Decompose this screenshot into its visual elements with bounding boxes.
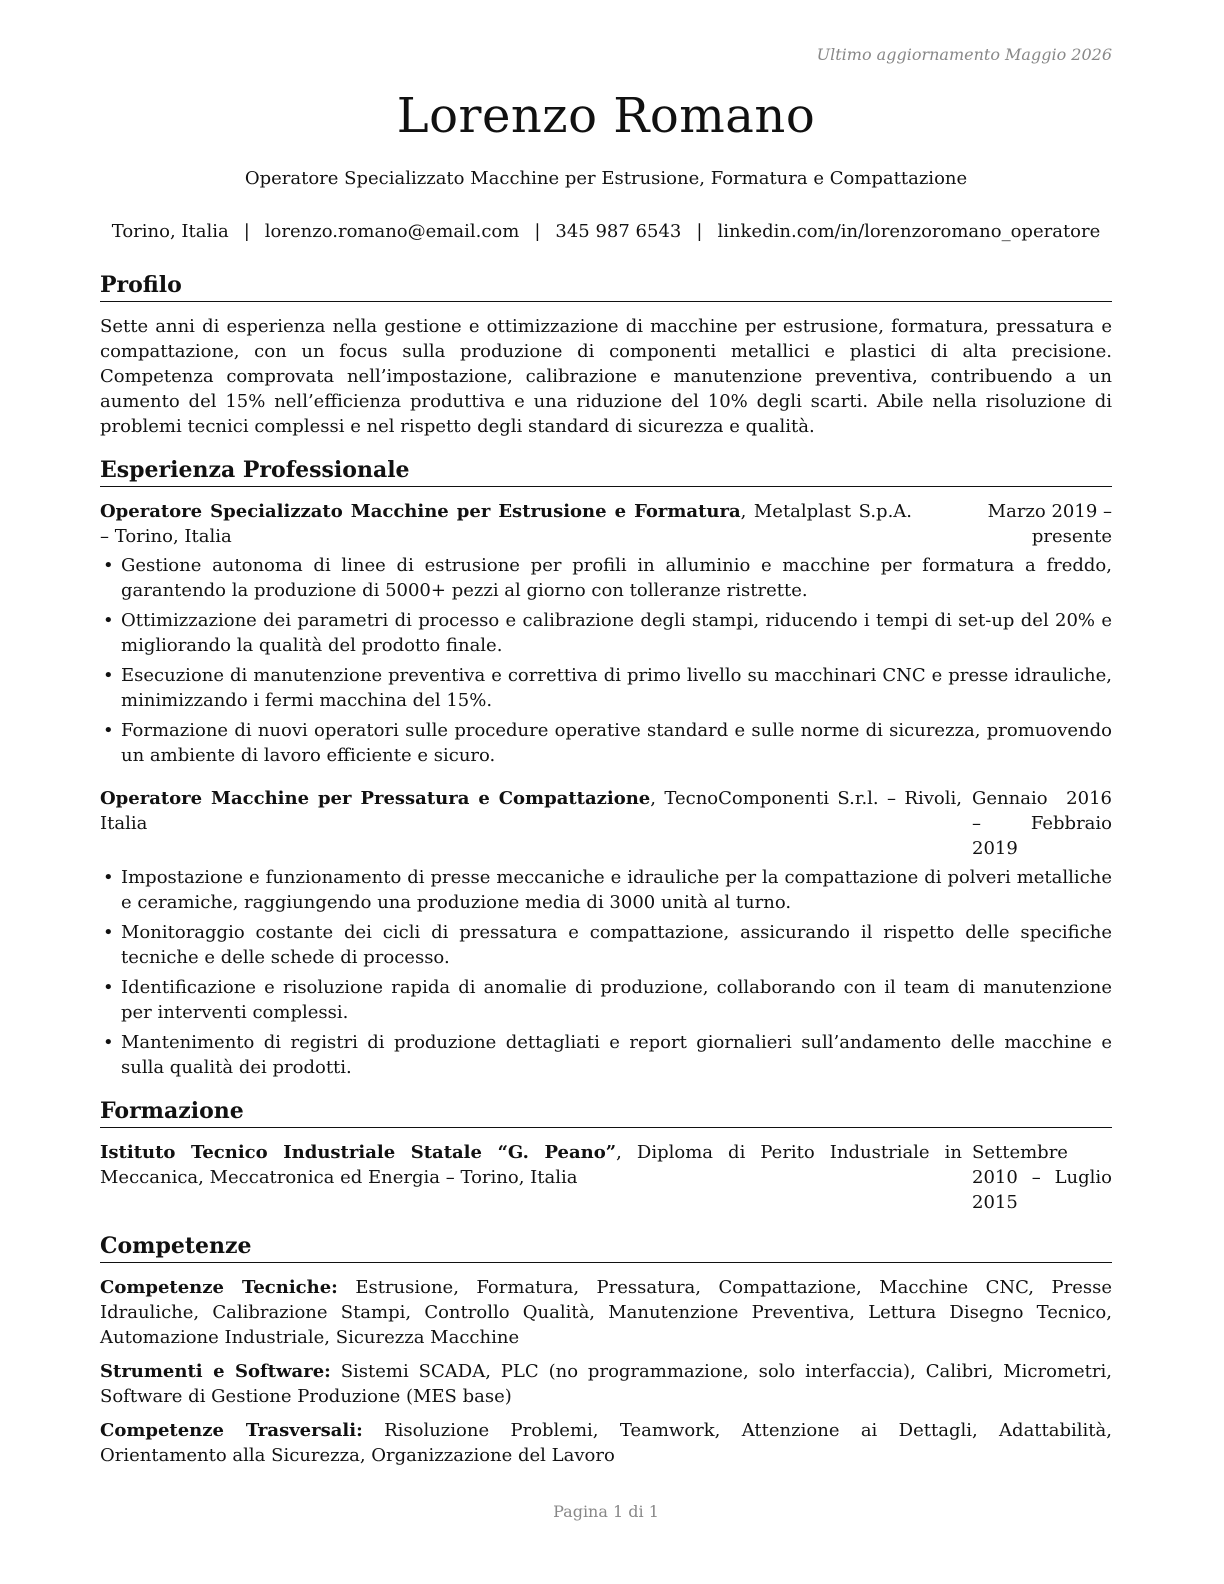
job-company: , TecnoComponenti S.r.l. – Rivoli, Italia (100, 788, 962, 834)
job-bullet: • Impostazione e funzionamento di presse meccaniche e idrauliche per la compattazione di polveri metalliche e ceramiche, raggiungendo una produzione media di 3000 unità al turno. (100, 865, 1112, 915)
profile-text: Sette anni di esperienza nella gestione e ottimizzazione di macchine per estrusione, formatura, pressatura e compattazione, con un focus sulla produzione di componenti metallici e plastici di alta precisione. Competenza comprovata nell’impostazione, calibrazione e manutenzione preventiva, contribuendo a un aumento del 15% nell’efficienza produttiva e una riduzione del 10% degli scarti. Abile nella risoluzione di problemi tecnici complessi e nel rispetto degli standard di sicurezza e qualità. (100, 316, 1112, 437)
job-entry (100, 786, 1112, 1080)
contact-separator: | (696, 221, 703, 242)
skill-text: Sistemi SCADA, PLC (no programmazione, solo interfaccia), Calibri, Micrometri, Software di Gestione Produzione (MES base) (100, 1361, 1112, 1407)
page-number: Pagina 1 di 1 (553, 1502, 659, 1521)
contact-separator: | (243, 221, 250, 242)
section-heading: Profilo (100, 270, 1112, 302)
resume-content (100, 270, 1112, 1484)
job-title-line (100, 786, 962, 836)
education-dates: Settembre 2010 – Luglio 2015 (972, 1142, 1112, 1213)
job-bullet: • Identificazione e risoluzione rapida di anomalie di produzione, collaborando con il team di manutenzione per interventi complessi. (100, 975, 1112, 1025)
contact-location: Torino, Italia (111, 221, 229, 242)
job-bullet: • Esecuzione di manutenzione preventiva e correttiva di primo livello su macchinari CNC e presse idrauliche, minimizzando i fermi macchina del 15%. (100, 663, 1112, 713)
education-line (100, 1140, 962, 1190)
education-entry (100, 1140, 1112, 1215)
contact-email[interactable]: lorenzo.romano@email.com (264, 221, 520, 242)
job-bullet: • Ottimizzazione dei parametri di processo e calibrazione degli stampi, riducendo i tempi di set-up del 20% e migliorando la qualità del prodotto finale. (100, 608, 1112, 658)
skills-section (100, 1231, 1112, 1468)
job-header (100, 499, 1112, 549)
skill-text: Estrusione, Formatura, Pressatura, Compattazione, Macchine CNC, Presse Idrauliche, Calibrazione Stampi, Controllo Qualità, Manutenzione Preventiva, Lettura Disegno Tecnico, Automazione Industriale, Sicurezza Macchine (100, 1277, 1112, 1348)
job-dates: Gennaio 2016 – Febbraio 2019 (972, 788, 1112, 859)
job-header (100, 786, 1112, 861)
job-bullet: • Gestione autonoma di linee di estrusione per profili in alluminio e macchine per formatura a freddo, garantendo la produzione di 5000+ pezzi al giorno con tolleranze ristrette. (100, 553, 1112, 603)
contact-separator: | (534, 221, 541, 242)
contact-linkedin[interactable]: linkedin.com/in/lorenzoromano_operatore (717, 221, 1101, 242)
skill-row (100, 1418, 1112, 1468)
candidate-name: Lorenzo Romano (396, 88, 816, 144)
job-company: , Metalplast S.p.A. – Torino, Italia (100, 501, 913, 547)
last-updated: Ultimo aggiornamento Maggio 2026 (816, 45, 1112, 64)
school-name: Istituto Tecnico Industriale Statale “G. Peano” (100, 1142, 617, 1163)
profile-section (100, 270, 1112, 439)
skill-label: Competenze Trasversali: (100, 1420, 363, 1441)
resume-page (100, 0, 1112, 1584)
job-bullet: • Mantenimento di registri di produzione dettagliati e report giornalieri sull’andamento delle macchine e sulla qualità dei prodotti. (100, 1030, 1112, 1080)
skill-label: Competenze Tecniche: (100, 1277, 338, 1298)
job-title-line (100, 499, 912, 549)
section-heading: Formazione (100, 1096, 1112, 1128)
job-title: Operatore Specializzato Macchine per Estrusione e Formatura (100, 501, 741, 522)
section-heading: Esperienza Professionale (100, 455, 1112, 487)
section-heading: Competenze (100, 1231, 1112, 1263)
job-bullets (100, 553, 1112, 768)
education-detail: , Diploma di Perito Industriale in Meccanica, Meccatronica ed Energia – Torino, Italia (100, 1142, 962, 1188)
skill-text: Risoluzione Problemi, Teamwork, Attenzione ai Dettagli, Adattabilità, Orientamento alla Sicurezza, Organizzazione del Lavoro (100, 1420, 1112, 1466)
candidate-subtitle: Operatore Specializzato Macchine per Estrusione, Formatura e Compattazione (244, 168, 968, 189)
contact-phone[interactable]: 345 987 6543 (555, 221, 682, 242)
skill-row (100, 1359, 1112, 1409)
job-bullet: • Formazione di nuovi operatori sulle procedure operative standard e sulle norme di sicurezza, promuovendo un ambiente di lavoro efficiente e sicuro. (100, 718, 1112, 768)
job-entry (100, 499, 1112, 768)
job-bullets (100, 865, 1112, 1080)
job-bullet: • Monitoraggio costante dei cicli di pressatura e compattazione, assicurando il rispetto delle specifiche tecniche e delle schede di processo. (100, 920, 1112, 970)
job-title: Operatore Macchine per Pressatura e Compattazione (100, 788, 651, 809)
job-dates: Marzo 2019 – presente (987, 501, 1112, 547)
education-section (100, 1096, 1112, 1215)
contact-line (100, 221, 1112, 242)
skill-row (100, 1275, 1112, 1350)
skill-label: Strumenti e Software: (100, 1361, 331, 1382)
experience-section (100, 455, 1112, 1080)
